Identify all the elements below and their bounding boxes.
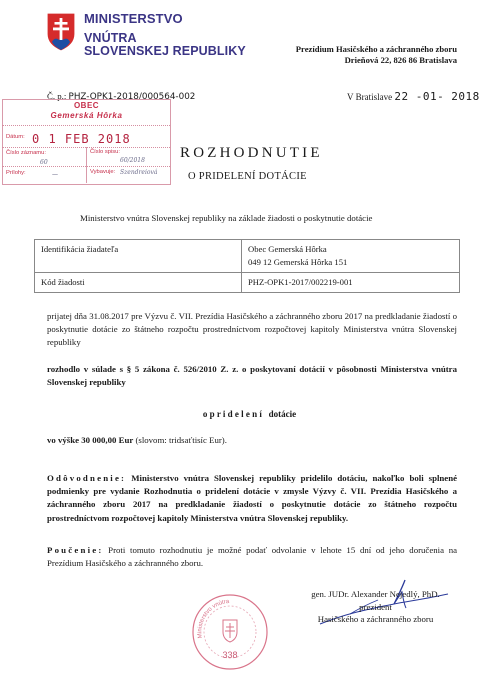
stamp-spis-value: 60/2018 xyxy=(120,157,145,164)
applicant-address: 049 12 Gemerská Hôrka 151 xyxy=(248,257,348,267)
seal-arc-text: Ministerstvo vnútra xyxy=(197,598,230,639)
ministry-name-line3: SLOVENSKEJ REPUBLIKY xyxy=(84,44,246,58)
amount-value: vo výške 30 000,00 Eur xyxy=(47,435,134,445)
stamp-vybavuje-value: Szendreiová xyxy=(120,169,158,176)
decision-heading: o p r i d e l e n í dotácie xyxy=(202,409,297,419)
stamp-line2: Gemerská Hôrka xyxy=(50,111,123,120)
stamp-divider xyxy=(2,125,170,126)
table-row xyxy=(35,273,460,293)
instruction-paragraph xyxy=(47,544,457,570)
ministry-name-line2: VNÚTRA xyxy=(84,31,137,45)
stamp-reg-label: Číslo záznamu: xyxy=(6,150,46,156)
instruction-text: Proti tomuto rozhodnutiu je možné podať odvolanie v lehote 15 dní od jeho doručenia na Prezídium Hasičského a záchranného zboru. xyxy=(47,545,457,569)
slovak-coat-of-arms-icon xyxy=(46,12,76,52)
decision-paragraph: rozhodlo v súlade s § 5 zákona č. 526/2010 Z. z. o poskytovaní dotácií v pôsobnosti Ministerstva vnútra Slovenskej republiky xyxy=(47,364,457,388)
stamp-date-label: Dátum: xyxy=(6,134,25,140)
svg-text:Ministerstvo vnútra xyxy=(197,599,230,639)
reference-value: PHZ-OPK1-2018/000564-002 xyxy=(68,92,196,102)
applicant-table xyxy=(34,239,460,293)
amount-words: (slovom: tridsaťtisíc Eur). xyxy=(133,435,227,445)
reference-prefix: Č. p.: xyxy=(47,91,67,101)
issue-date xyxy=(347,90,480,103)
sender-line1: Prezídium Hasičského a záchranného zboru xyxy=(295,44,457,54)
document-title: ROZHODNUTIE xyxy=(180,145,323,161)
stamp-date-value: 0 1 FEB 2018 xyxy=(32,132,131,146)
ministry-name-line1: MINISTERSTVO xyxy=(84,11,183,26)
issue-date-value: 22 -01- 2018 xyxy=(394,90,480,103)
stamp-prilohy-dash: — xyxy=(52,171,58,178)
issue-place: V Bratislave xyxy=(347,92,393,102)
sender-address xyxy=(296,44,457,66)
stamp-spis-label: Číslo spisu: xyxy=(90,149,120,155)
justification-text: Ministerstvo vnútra Slovenskej republiky pridelilo dotáciu, nakoľko boli splnené podmienky pre vydanie Rozhodnutia o pridelení dotácie v zmysle Výzvy č. VII. Prezídia Hasičského a záchranného zboru 2017 na predkladanie žiadostí o poskytnutie dotácie zo štátneho rozpočtu prostredníctvom rozpočtovej kapitoly Ministerstva vnútra Slovenskej republiky. xyxy=(47,473,457,523)
table-value: PHZ-OPK1-2017/002219-001 xyxy=(242,273,460,293)
registry-stamp xyxy=(2,99,171,185)
signer-name: gen. JUDr. Alexander Nejedlý, PhD. xyxy=(311,589,440,599)
table-key: Kód žiadosti xyxy=(35,273,242,293)
table-value xyxy=(242,240,460,273)
stamp-prilohy-label: Prílohy: xyxy=(6,170,26,176)
signature-block xyxy=(278,588,473,626)
justification-paragraph xyxy=(47,472,457,525)
stamp-line1: OBEC xyxy=(73,101,100,110)
amount-line xyxy=(47,435,227,445)
stamp-vybavuje-label: Vybavuje: xyxy=(90,169,116,175)
seal-number: 338 xyxy=(222,650,238,660)
table-key: Identifikácia žiadateľa xyxy=(35,240,242,273)
intro-text: Ministerstvo vnútra Slovenskej republiky na základe žiadosti o poskytnutie dotácie xyxy=(80,213,373,223)
sender-line2: Drieňová 22, 826 86 Bratislava xyxy=(344,55,457,65)
ministry-name xyxy=(84,12,246,58)
signer-role: prezident xyxy=(359,601,392,612)
stamp-reg-value: 60 xyxy=(40,159,48,166)
instruction-lead: Poučenie: xyxy=(47,545,104,555)
signer-org: Hasičského a záchranného zboru xyxy=(317,614,434,624)
justification-lead: Odôvodnenie: xyxy=(47,473,127,483)
document-subtitle: O PRIDELENÍ DOTÁCIE xyxy=(188,171,307,182)
table-row xyxy=(35,240,460,273)
official-seal-icon xyxy=(190,592,270,672)
stamp-divider xyxy=(2,166,170,167)
stamp-divider xyxy=(86,147,87,183)
applicant-name: Obec Gemerská Hôrka xyxy=(248,244,327,254)
received-paragraph: prijatej dňa 31.08.2017 pre Výzvu č. VII. Prezídia Hasičského a záchranného zboru 2017 na predkladanie žiadostí o poskytnutie dotácie zo štátneho rozpočtu prostredníctvom rozpočtovej kapitoly Ministerstva vnútra Slovenskej republiky xyxy=(47,311,457,348)
